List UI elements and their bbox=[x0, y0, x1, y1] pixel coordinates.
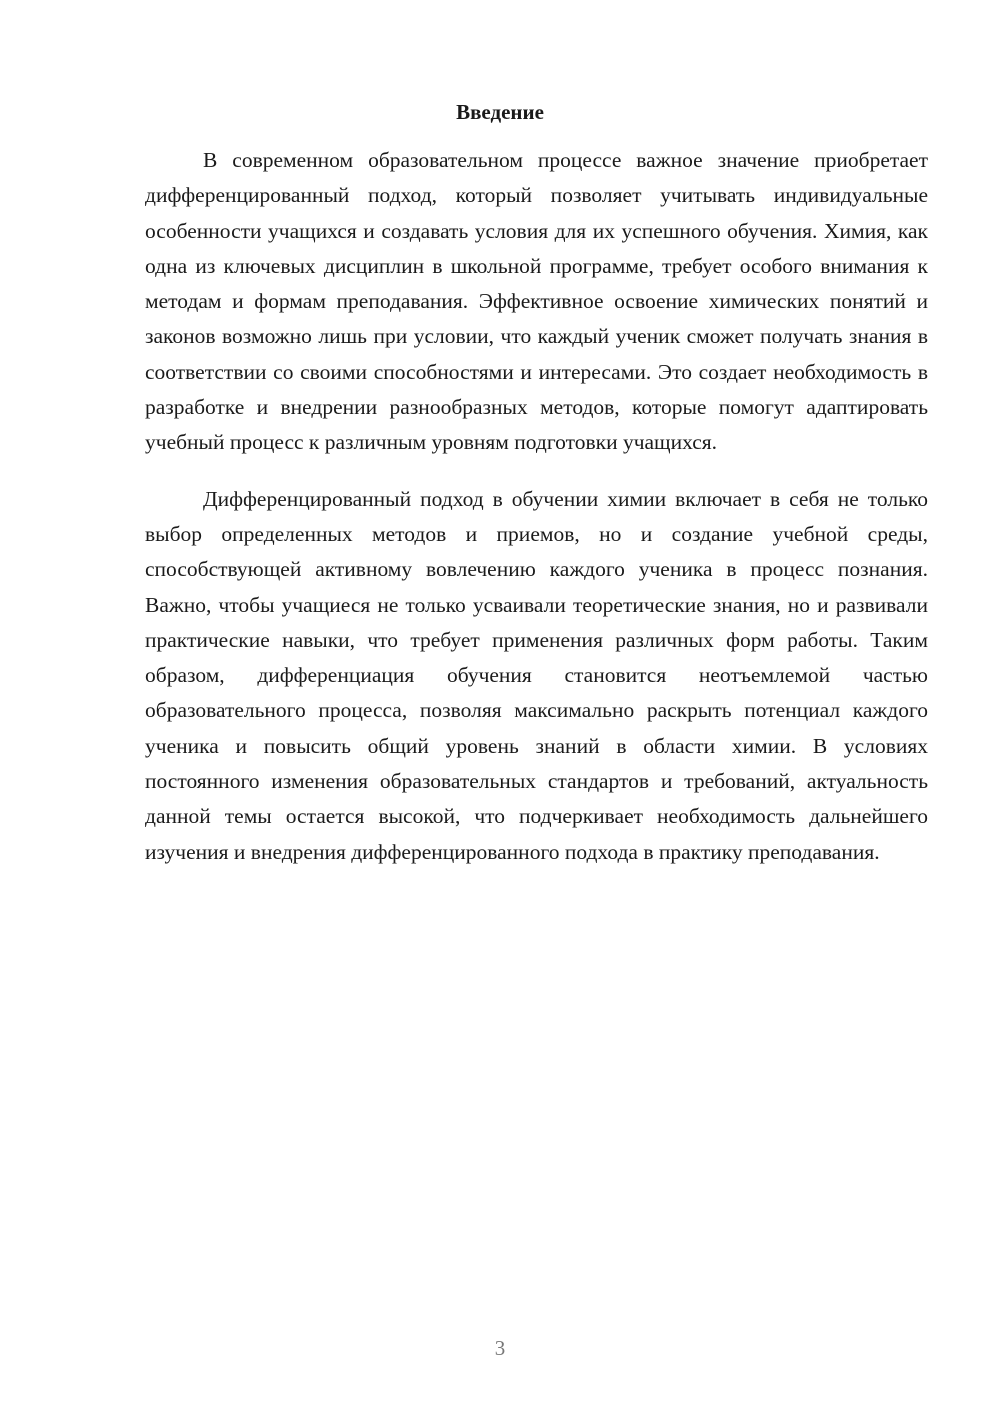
page-number: 3 bbox=[494, 1336, 506, 1360]
paragraph-2: Дифференцированный подход в обучении химии включает в себя не только выбор определенных методов и приемов, но и создание учебной среды, способствующей активному вовлечению каждого ученика в процесс познания. Важно, чтобы учащиеся не только усваивали теоретические знания, но и развивали практические навыки, что требует применения различных форм работы. Таким образом, дифференциация обучения становится неотъемлемой частью образовательного процесса, позволяя максимально раскрыть потенциал каждого ученика и повысить общий уровень знаний в области химии. В условиях постоянного изменения образовательных стандартов и требований, актуальность данной темы остается высокой, что подчеркивает необходимость дальнейшего изучения и внедрения дифференцированного подхода в практику преподавания. bbox=[145, 486, 928, 864]
document-body bbox=[145, 143, 928, 870]
page-title: Введение bbox=[456, 100, 544, 124]
paragraph-1: В современном образовательном процессе важное значение приобретает дифференцированный подход, который позволяет учитывать индивидуальные особенности учащихся и создавать условия для их успешного обучения. Химия, как одна из ключевых дисциплин в школьной программе, требует особого внимания к методам и формам преподавания. Эффективное освоение химических понятий и законов возможно лишь при условии, что каждый ученик сможет получать знания в соответствии со своими способностями и интересами. Это создает необходимость в разработке и внедрении разнообразных методов, которые помогут адаптировать учебный процесс к различным уровням подготовки учащихся. bbox=[145, 148, 928, 455]
